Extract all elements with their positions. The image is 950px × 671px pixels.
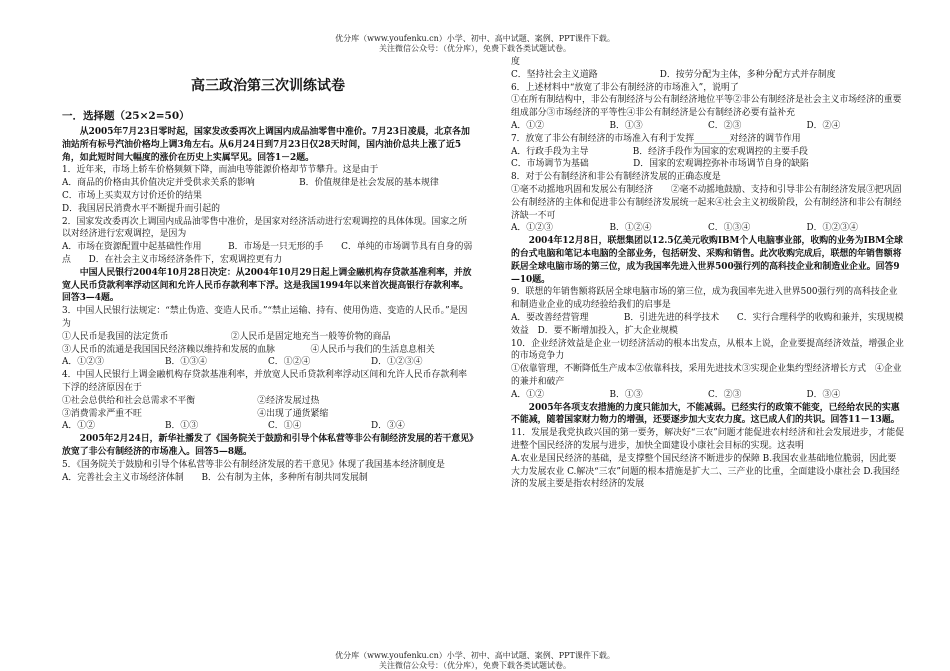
question-text: C．坚持社会主义道路 D．按劳分配为主体，多种分配方式并存制度 [511, 69, 836, 80]
question-text: A.农业是国民经济的基础，是支撑整个国民经济不断进步的保障 B.我国农业基础地位脆弱，因此要大力发展农业 C.解决“三农”问题的根本措施是扩大二、三产业的比重，全面建设小康社会 D.我国经济的发展主要是指农村经济的发展 [511, 453, 900, 490]
material-paragraph: 中国人民银行2004年10月28日决定：从2004年10月29日起上调金融机构存贷款基准利率，并放宽人民币贷款利率浮动区间和允许人民币存款利率下浮。这是我国1994年以来首次提高银行存款利率。回答3—4题。 [62, 267, 472, 304]
question-text: A．完善社会主义市场经济体制 B．公有制为主体，多种所有制共同发展制 [62, 472, 368, 483]
header-banner-line2: 关注微信公众号：（优分库），免费下载各类试题试卷。 [379, 44, 571, 53]
answer-option: C．①②④ [268, 357, 311, 368]
answer-options-row [62, 420, 474, 433]
question-text: ①人民币是我国的法定货币 ②人民币是固定地充当一般等价物的商品 [62, 331, 391, 342]
question-text: 9．联想的年销售额将跃居全球电脑市场的第三位，成为我国率先进入世界500强行列的高科技企业和制造业企业的成功经验给我们的启事是 [511, 287, 898, 311]
question-text: A．行政手段为主导 B．经济手段作为国家的宏观调控的主要手段 [511, 146, 808, 157]
answer-option: A．①②③ [511, 223, 553, 234]
right-column [511, 56, 905, 491]
left-column-body [62, 126, 474, 484]
material-paragraph: 2005年2月24日，新华社播发了《国务院关于鼓励和引导个体私营等非公有制经济发展的若干意见》放宽了非公有制经济的市场准入。回答5—8题。 [62, 434, 474, 457]
footer-banner [0, 651, 950, 671]
question-text: 1．近年来，市场上轿车价格频频下降，而油电等能源价格却节节攀升。这是由于 [62, 165, 379, 176]
question-text: 6．上述材料中“放宽了非公有制经济的市场准入”，说明了 [511, 82, 739, 93]
answer-option: A．①② [62, 421, 96, 432]
answer-options-row [511, 120, 905, 133]
answer-option: B．①③ [609, 120, 643, 131]
material-paragraph: 从2005年7月23日零时起，国家发改委再次上调国内成品油零售中准价。7月23日凌晨，北京各加油站所有标号汽油价格均上调3角左右。从6月24日到7月23日仅28天时间，国内油价总共上涨了近5角，如此短时间大幅度的涨价在历史上实属罕见。回答1－2题。 [62, 127, 470, 163]
footer-banner-line1: 优分库（www.youfenku.cn）小学、初中、高中试题、案例、PPT课件下载。 [335, 651, 615, 660]
question-text: C．市场调节为基础 D．国家的宏观调控弥补市场调节自身的缺陷 [511, 159, 809, 170]
question-text: 2．国家发改委再次上调国内成品油零售中准价，是国家对经济活动进行宏观调控的具体体现。国家之所以对经济进行宏观调控，是因为 [62, 216, 468, 240]
left-column [62, 50, 474, 484]
question-text: 7．放宽了非公有制经济的市场准入有利于发挥________对经济的调节作用 [511, 133, 801, 144]
question-text: ①毫不动摇地巩固和发展公有制经济 ②毫不动摇地鼓励、支持和引导非公有制经济发展③把巩固公有制经济的主体和促进非公有制经济发展统一起来④社会主义初级阶段，公有制经济和非公有制经济缺一不可 [511, 184, 902, 221]
answer-option: C．②③ [708, 389, 742, 400]
section-heading: 一．选择题（25×2=50） [62, 110, 190, 122]
question-text: A．要改善经营管理 B．引进先进的科学技术 C．实行合理科学的收购和兼并，实现规模效益 D．要不断增加投入，扩大企业规模 [511, 312, 904, 336]
question-text: ③消费需求严重不旺 ④出现了通货紧缩 [62, 408, 329, 419]
question-text: 8．对于公有制经济和非公有制经济发展的正确态度是 [511, 172, 721, 183]
question-text: A．市场在资源配置中起基础性作用 B．市场是一只无形的手 C．单纯的市场调节具有自身的弱点 D．在社会主义市场经济条件下，宏观调控更有力 [62, 242, 473, 265]
answer-option: A．①② [511, 120, 545, 131]
question-text: 11．发展是我党执政兴国的第一要务，解决好“三农”问题才能促进农村经济和社会发展进步，才能促进整个国民经济的发展与进步，加快全面建设小康社会目标的实现。这表明 [511, 428, 905, 451]
answer-option: D．③④ [371, 421, 405, 432]
answer-option: C．①④ [268, 421, 302, 432]
answer-options-row [511, 222, 905, 235]
question-text: ③人民币的流通是我国国民经济赖以维持和发展的血脉 ④人民币与我们的生活息息相关 [62, 344, 435, 355]
question-text: 4．中国人民银行上调金融机构存贷款基准利率，并放宽人民币贷款利率浮动区间和允许人民币存款利率下浮的经济原因在于 [62, 370, 468, 393]
question-text: ①社会总供给和社会总需求不平衡 ②经济发展过热 [62, 395, 320, 406]
question-text: 度 [511, 57, 520, 67]
answer-option: D．③④ [806, 389, 841, 400]
answer-option: B．①③ [609, 389, 643, 400]
question-text: 10．企业经济效益是企业一切经济活动的根本出发点，从根本上说，企业要提高经济效益，增强企业的市场竞争力 [511, 338, 904, 362]
header-banner-line1: 优分库（www.youfenku.cn）小学、初中、高中试题、案例、PPT课件下载。 [335, 34, 615, 43]
answer-options-row [62, 356, 474, 369]
question-text: A．商品的价格由其价值决定并受供求关系的影响 B．价值规律是社会发展的基本规律 C．市场上买卖双方讨价还价的结果 [62, 178, 475, 201]
answer-option: C．①③④ [708, 223, 751, 234]
answer-option: B．①③ [165, 421, 199, 432]
page-title: 高三政治第三次训练试卷 [191, 78, 345, 94]
question-text: D．我国居民消费水平不断提升而引起的 [62, 203, 220, 214]
answer-option: B．①②④ [609, 223, 652, 234]
question-text: 5．《国务院关于鼓励和引导个体私营等非公有制经济发展的若干意见》体现了我国基本经济制度是 [62, 459, 445, 470]
footer-banner-line2: 关注微信公众号：（优分库），免费下载各类试题试卷。 [379, 661, 571, 670]
right-column-body [511, 56, 905, 491]
answer-option: D．①②③④ [806, 223, 858, 234]
answer-option: D．①②③④ [371, 357, 423, 368]
answer-option: A．①② [511, 389, 545, 400]
material-paragraph: 2004年12月8日，联想集团以12.5亿美元收购IBM个人电脑事业部，收购的业务为IBM全球的台式电脑和笔记本电脑的全部业务，包括研发、采购和销售。此次收购完成后，联想的年销售额将跃居全球电脑市场的第三位，成为我国率先进入世界500强行列的高科技企业和制造业企业。回答9—10题。 [511, 236, 903, 285]
question-text: 3．中国人民银行法规定：“禁止伪造、变造人民币。”“禁止运输、持有、使用伪造、变造的人民币。”是因为 [62, 306, 468, 329]
question-text: ①在所有制结构中，非公有制经济与公有制经济地位平等②非公有制经济是社会主义市场经济的重要组成部分③市场经济的平等性④非公有制经济是公有制经济必要有益补充 [511, 95, 902, 119]
answer-options-row [511, 389, 905, 402]
material-paragraph: 2005年各项支农措施的力度只能加大，不能减弱。已经实行的政策不能变，已经给农民的实惠不能减，随着国家财力物力的增强，还要逐步加大支农力度。这已成人们的共识。回答11－13题。 [511, 402, 900, 426]
answer-option: D．②④ [806, 120, 841, 131]
answer-option: C．②③ [708, 120, 742, 131]
answer-option: B．①③④ [165, 357, 208, 368]
question-text: ①依靠管理，不断降低生产成本②依靠科技，采用先进技术③实现企业集约型经济增长方式 ④企业的兼并和破产 [511, 364, 902, 387]
answer-option: A．①②③ [62, 357, 104, 368]
